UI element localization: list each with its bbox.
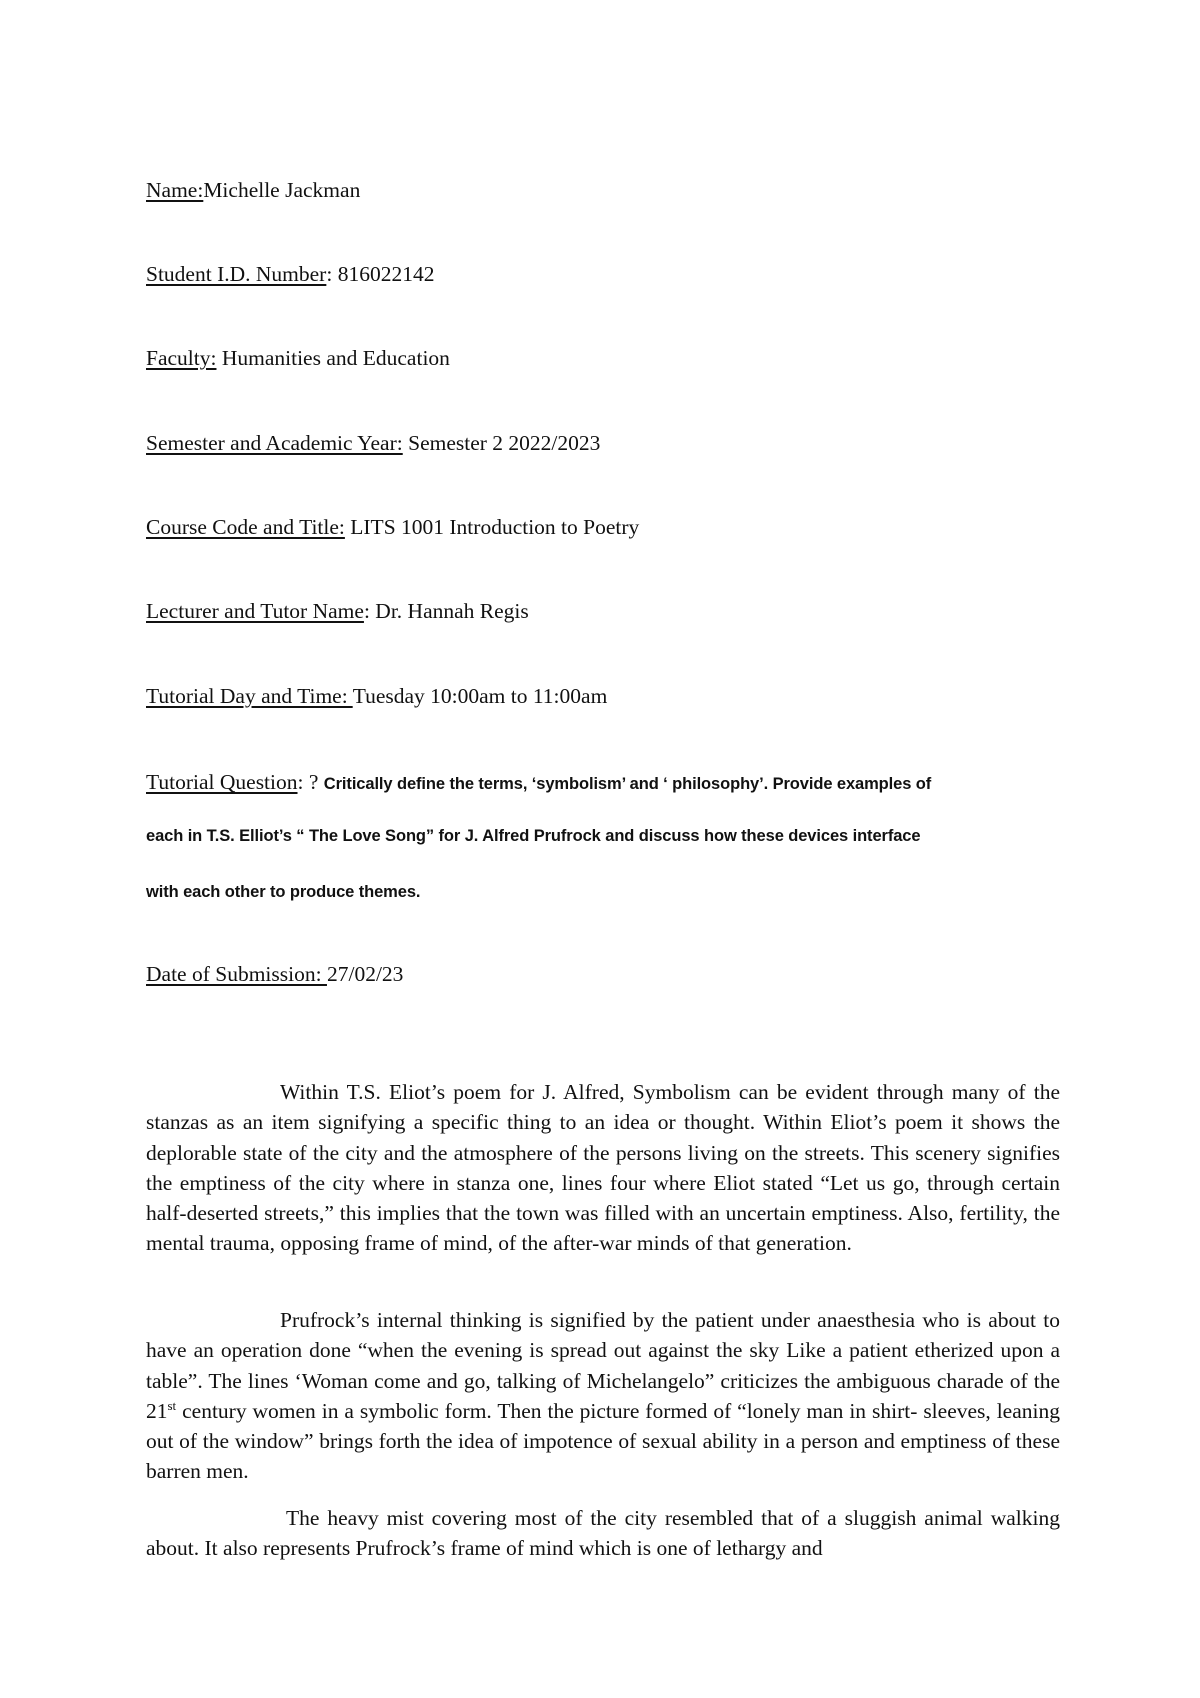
essay-paragraph-2-text-a: Prufrock’s internal thinking is signified by the patient under anaesthesia who is about to have an operation done “when the evening is spread out against the sky Like a patient etherized upon a table”. The lines ‘Woman come and go, talking of Michelangelo” criticizes the ambiguous charade of the 21 — [146, 1308, 1060, 1423]
tutorial-question-line3: with each other to produce themes. — [146, 883, 421, 901]
faculty-label: Faculty: — [146, 346, 217, 370]
essay-paragraph-2 — [146, 1305, 1060, 1487]
semester-value: Semester 2 2022/2023 — [402, 431, 601, 455]
student-id-label: Student I.D. Number — [146, 262, 327, 286]
name-label: Name: — [146, 178, 204, 202]
student-id-sep: : — [326, 262, 338, 286]
name-field — [146, 176, 360, 204]
tutorial-time-label: Tutorial Day and Time: — [146, 684, 353, 708]
ordinal-superscript: st — [167, 1397, 177, 1413]
lecturer-label: Lecturer and Tutor Name — [146, 599, 364, 623]
essay-paragraph-3-text: The heavy mist covering most of the city resembled that of a sluggish animal walking about. It also represents Prufrock’s frame of mind which is one of lethargy and — [146, 1506, 1060, 1561]
tutorial-question-field — [146, 768, 931, 798]
faculty-field — [146, 344, 450, 372]
essay-paragraph-1-text: Within T.S. Eliot’s poem for J. Alfred, Symbolism can be evident through many of the stanzas as an item signifying a specific thing to an idea or thought. Within Eliot’s poem it shows the deplorable state of the city and the atmosphere of the persons living on the streets. This scenery signifies the emptiness of the city where in stanza one, lines four where Eliot stated “Let us go, through certain half-deserted streets,” this implies that the town was filled with an uncertain emptiness. Also, fertility, the mental trauma, opposing frame of mind, of the after-war minds of that generation. — [146, 1080, 1060, 1256]
tutorial-time-value: Tuesday 10:00am to 11:00am — [352, 684, 608, 708]
course-field — [146, 513, 639, 541]
essay-paragraph-3 — [146, 1503, 1060, 1564]
lecturer-value: Dr. Hannah Regis — [375, 599, 529, 623]
tutorial-question-line1: Critically define the terms, ‘symbolism’ and ‘ philosophy’. Provide examples of — [323, 775, 932, 793]
tutorial-question-sep: : ? — [297, 770, 324, 794]
lecturer-field — [146, 597, 529, 625]
lecturer-sep: : — [363, 599, 376, 623]
essay-paragraph-1 — [146, 1077, 1060, 1259]
submission-label: Date of Submission: — [146, 962, 327, 986]
name-value: Michelle Jackman — [203, 178, 361, 202]
tutorial-question-label: Tutorial Question — [146, 770, 298, 794]
tutorial-time-field — [146, 682, 607, 710]
tutorial-question-line2: each in T.S. Elliot’s “ The Love Song” for J. Alfred Prufrock and discuss how these devices interface — [146, 827, 921, 845]
essay-paragraph-2-text-b: century women in a symbolic form. Then the picture formed of “lonely man in shirt- sleeves, leaning out of the window” brings forth the idea of impotence of sexual ability in a person and emptiness of these barren men. — [146, 1398, 1060, 1484]
semester-label: Semester and Academic Year: — [146, 431, 403, 455]
student-id-value: 816022142 — [337, 262, 435, 286]
faculty-value: Humanities and Education — [216, 346, 450, 370]
student-id-field — [146, 260, 434, 288]
semester-field — [146, 429, 600, 457]
course-value: LITS 1001 Introduction to Poetry — [344, 515, 640, 539]
course-label: Course Code and Title: — [146, 515, 345, 539]
submission-value: 27/02/23 — [326, 962, 404, 986]
submission-field — [146, 960, 403, 988]
